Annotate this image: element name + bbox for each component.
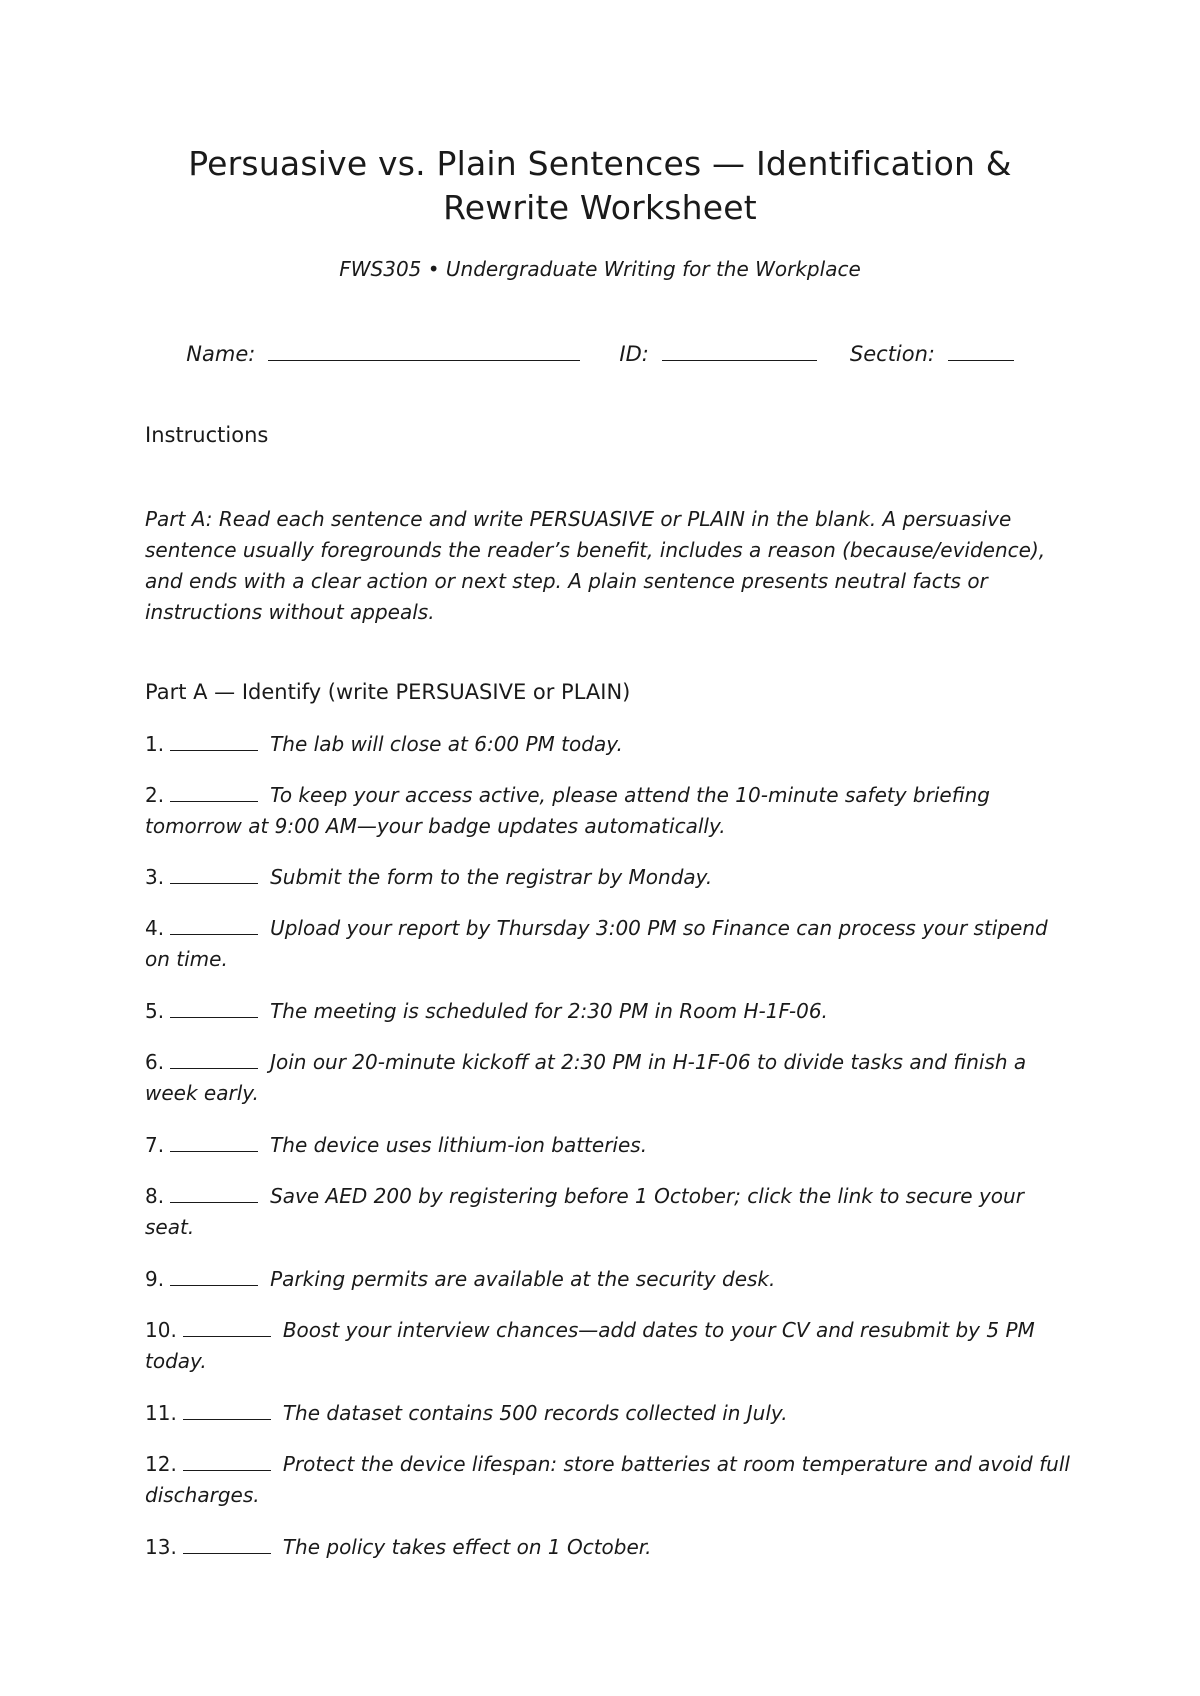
item-number: 6. xyxy=(145,1050,165,1074)
item-text: Boost your interview chances—add dates to your CV and resubmit by 5 PM today. xyxy=(145,1318,1035,1373)
list-item xyxy=(145,1532,1070,1563)
list-item xyxy=(145,1264,1070,1295)
answer-blank[interactable] xyxy=(170,1048,258,1069)
item-number: 8. xyxy=(145,1184,165,1208)
list-item xyxy=(145,1047,1070,1109)
list-item xyxy=(145,1449,1070,1511)
item-text: The dataset contains 500 records collected in July. xyxy=(282,1401,788,1425)
item-number: 5. xyxy=(145,999,165,1023)
list-item xyxy=(145,1130,1070,1161)
id-blank[interactable] xyxy=(662,340,817,361)
list-item xyxy=(145,1315,1070,1377)
item-text: Parking permits are available at the security desk. xyxy=(270,1267,776,1291)
instructions-heading: Instructions xyxy=(145,423,269,447)
item-text: Save AED 200 by registering before 1 October; click the link to secure your seat. xyxy=(145,1184,1024,1239)
item-number: 1. xyxy=(145,732,165,756)
list-item xyxy=(145,996,1070,1027)
page-title: Persuasive vs. Plain Sentences — Identification & Rewrite Worksheet xyxy=(188,144,1012,227)
name-blank[interactable] xyxy=(268,340,580,361)
answer-blank[interactable] xyxy=(170,781,258,802)
item-number: 11. xyxy=(145,1401,177,1425)
answer-blank[interactable] xyxy=(170,997,258,1018)
answer-blank[interactable] xyxy=(183,1450,271,1471)
item-text: Join our 20-minute kickoff at 2:30 PM in H-1F-06 to divide tasks and finish a week early. xyxy=(145,1050,1027,1105)
item-number: 2. xyxy=(145,783,165,807)
item-text: The lab will close at 6:00 PM today. xyxy=(270,732,623,756)
item-number: 3. xyxy=(145,865,165,889)
item-text: Protect the device lifespan: store batteries at room temperature and avoid full discharges. xyxy=(145,1452,1070,1507)
section-blank[interactable] xyxy=(948,340,1014,361)
item-number: 4. xyxy=(145,916,165,940)
answer-blank[interactable] xyxy=(183,1316,271,1337)
item-number: 12. xyxy=(145,1452,177,1476)
answer-blank[interactable] xyxy=(170,1131,258,1152)
item-number: 7. xyxy=(145,1133,165,1157)
id-label: ID: xyxy=(619,342,649,366)
list-item xyxy=(145,780,1070,842)
item-text: The meeting is scheduled for 2:30 PM in Room H-1F-06. xyxy=(270,999,828,1023)
list-item xyxy=(145,862,1070,893)
answer-blank[interactable] xyxy=(170,914,258,935)
instructions-text: Part A: Read each sentence and write PERSUASIVE or PLAIN in the blank. A persuasive sentence usually foregrounds the reader’s benefit, includes a reason (because/evidence), and ends with a clear action or next step. A plain sentence presents neutral facts or instructions without appeals. xyxy=(145,507,1046,624)
item-number: 9. xyxy=(145,1267,165,1291)
list-item xyxy=(145,913,1070,975)
course-subtitle: FWS305 • Undergraduate Writing for the Workplace xyxy=(339,257,861,281)
name-label: Name: xyxy=(186,342,256,366)
answer-blank[interactable] xyxy=(170,1265,258,1286)
part-a-heading: Part A — Identify (write PERSUASIVE or PLAIN) xyxy=(145,680,631,704)
list-item xyxy=(145,729,1070,760)
section-label: Section: xyxy=(849,342,936,366)
item-number: 13. xyxy=(145,1535,177,1559)
item-number: 10. xyxy=(145,1318,177,1342)
student-info-line xyxy=(0,340,1200,368)
item-text: To keep your access active, please attend the 10-minute safety briefing tomorrow at 9:00 AM—your badge updates automatically. xyxy=(145,783,990,838)
item-text: Upload your report by Thursday 3:00 PM so Finance can process your stipend on time. xyxy=(145,916,1048,971)
answer-blank[interactable] xyxy=(170,863,258,884)
answer-blank[interactable] xyxy=(170,1182,258,1203)
item-text: The device uses lithium-ion batteries. xyxy=(270,1133,648,1157)
list-item xyxy=(145,1398,1070,1429)
answer-blank[interactable] xyxy=(183,1399,271,1420)
answer-blank[interactable] xyxy=(170,730,258,751)
answer-blank[interactable] xyxy=(183,1533,271,1554)
item-text: The policy takes effect on 1 October. xyxy=(282,1535,652,1559)
list-item xyxy=(145,1181,1070,1243)
item-text: Submit the form to the registrar by Monday. xyxy=(270,865,713,889)
